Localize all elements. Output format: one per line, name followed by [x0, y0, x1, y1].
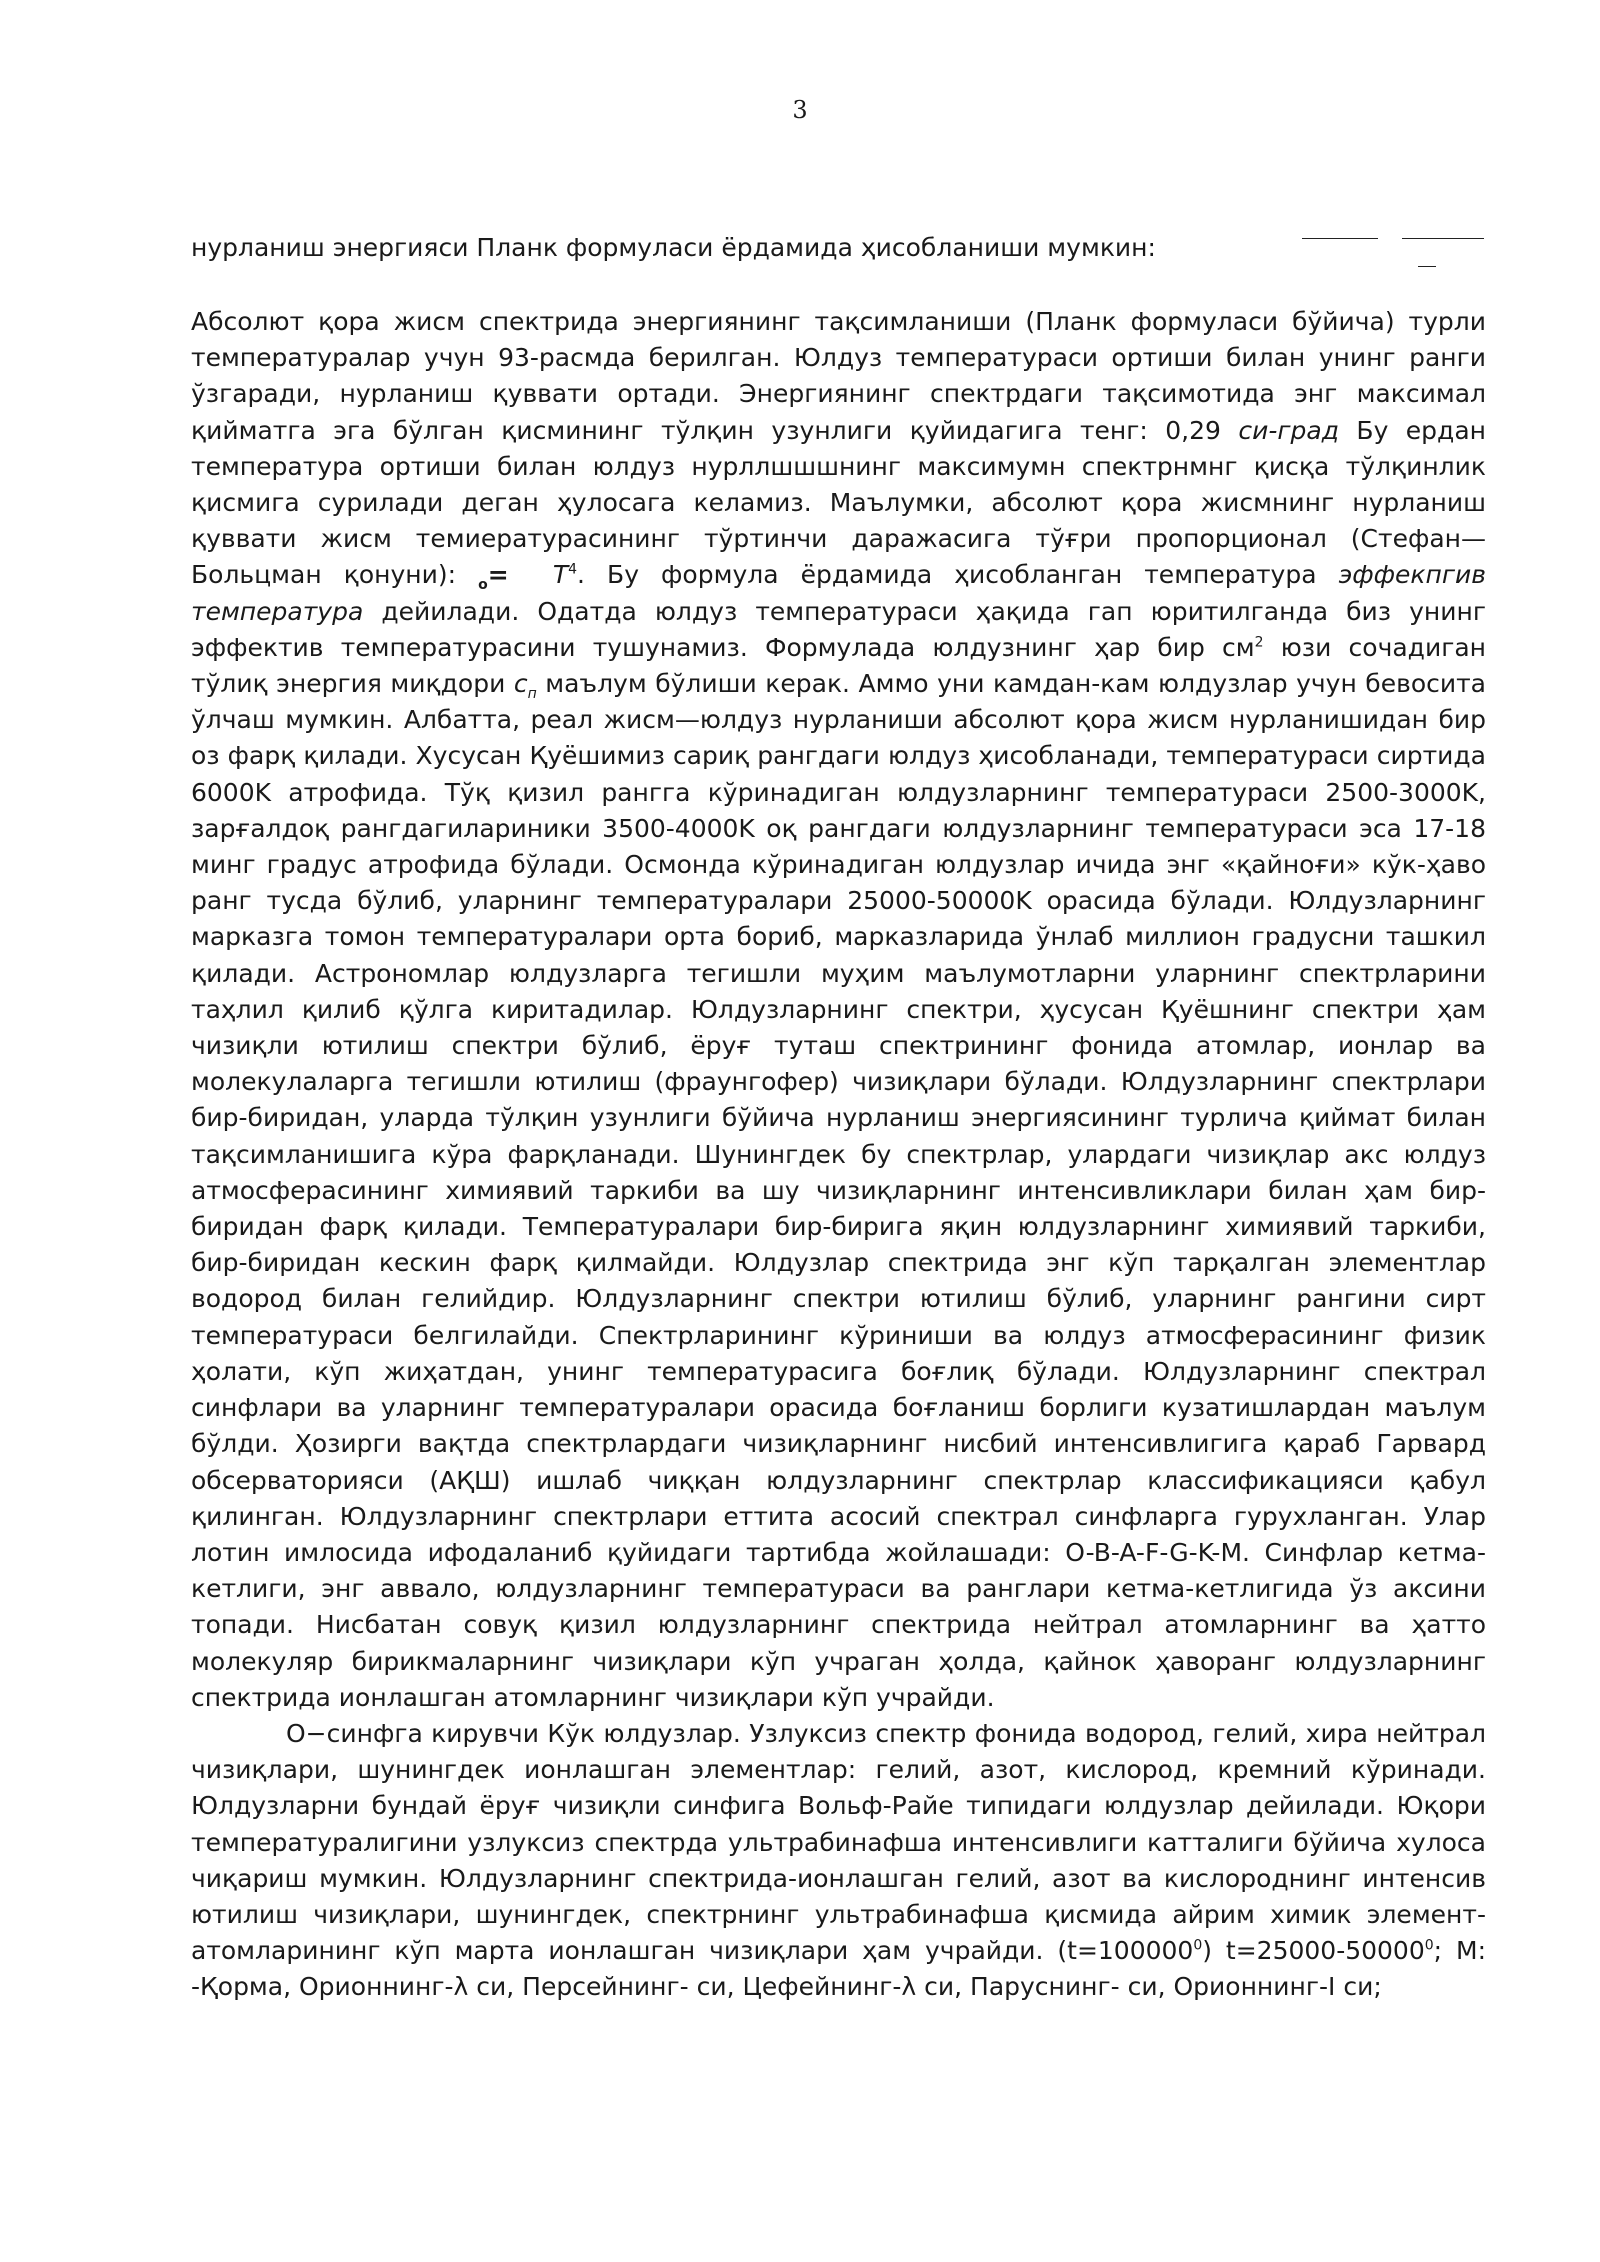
- degree-exponent: 0: [1193, 1937, 1203, 1954]
- intro-line: нурланиш энергияси Планк формуласи ёрдамида ҳисобланиши мумкин:: [191, 233, 1156, 262]
- text-run: маълум бўлиши керак. Аммо уни камдан-кам юлдузлар учун бевосита ўлчаш мумкин. Албатта, реал жисм—юлдуз нурланиши абсолют қора жисм нурланишидан бир оз фарқ қилади. Хусусан Қуёшимиз сариқ рангдаги юлдуз ҳисобланади, температураси сиртида 6000K атрофида. Тўқ қизил рангга кўринадиган юлдузларнинг температураси 2500-3000K, зарғалдоқ рангдагилариники 3500-4000K оқ рангдаги юлдузларнинг температураси эса 17-18 минг градус атрофида бўлади. Осмонда кўринадиган юлдузлар ичида энг «қайноғи» кўк-ҳаво ранг тусда бўлиб, уларнинг температуралари 25000-50000K орасида бўлади. Юлдузларнинг марказга томон температуралари орта бориб, марказларида ўнлаб миллион градусни ташкил қилади. Астрономлар юлдузларга тегишли муҳим маълумотларни уларнинг спектрларини таҳлил қилиб қўлга киритадилар. Юлдузларнинг спектри, ҳусусан Қуёшнинг спектри ҳам чизиқли ютилиш спектри бўлиб, ёруғ туташ спектрининг фонида атомлар, ионлар ва молекулаларга тегишли ютилиш (фраунгофер) чизиқлари бўлади. Юлдузларнинг спектрлари бир-биридан, уларда тўлқин узунлиги бўйича нурланиш энергиясининг турлича қиймат билан тақсимланишига кўра фарқланади. Шунингдек бу спектрлар, улардаги чизиқлар акс юлдуз атмосферасининг химиявий таркиби ва шу чизиқларнинг интенсивликлари билан ҳам бир-биридан фарқ қилади. Температуралари бир-бирига яқин юлдузларнинг химиявий таркиби, бир-биридан кескин фарқ қилмайди. Юлдузлар спектрида энг кўп тарқалган элементлар водород билан гелийдир. Юлдузларнинг спектри ютилиш бўлиб, уларнинг рангини сирт температураси белгилайди. Спектрларининг кўриниши ва юлдуз атмосферасининг физик ҳолати, кўп жиҳатдан, унинг температурасига боғлиқ бўлади. Юлдузларнинг спектрал синфлари ва уларнинг температуралари орасида боғланиш борлиги кузатишлардан маълум бўлди. Ҳозирги вақтда спектрлардаги чизиқларнинг нисбий интенсивлигига қараб Гарвард обсерваторияси (АҚШ) ишлаб чиққан юлдузларнинг спектрлар классификацияси қабул қилинган. Юлдузларнинг спектрлари еттита асосий спектрал синфларга гурухланган. Улар лотин имлосида ифодаланиб қуйидаги тартибда жойлашади: O-B-A-F-G-K-M. Синфлар кетма-кетлиги, энг аввало, юлдузларнинг температураси ва ранглари кетма-кетлигида ўз аксини топади. Нисбатан совуқ қизил юлдузларнинг спектрида нейтрал атомларнинг ва ҳатто молекуляр бирикмаларнинг чизиқлари кўп учраган ҳолда, қайнок ҳаворанг юлдузларнинг спектрида ионлашган атомларнинг чизиқлари кўп учрайди.: [191, 669, 1486, 1712]
- body-text: [191, 304, 1486, 2006]
- text-run: O−синфга кирувчи Кўк юлдузлар. Узлуксиз спектр фонида водород, гелий, хира нейтрал чизиқлари, шунингдек ионлашган элементлар: гелий, азот, кислород, кремний кўринади. Юлдузларни бундай ёруғ чизиқли синфига Вольф-Райе типидаги юлдузлар дейилади. Юқори температуралигини узлуксиз спектрда ультрабинафша интенсивлиги катталиги бўйича хулоса чиқариш мумкин. Юлдузларнинг спектрида-ионлашган гелий, азот ва кислороднинг интенсив ютилиш чизиқлари, шунингдек, спектрнинг ультрабинафша қисмида айрим химик элемент-атомларининг кўп марта ионлашган чизиқлари ҳам учрайди. (t=100000: [191, 1718, 1486, 1966]
- formula-T: T: [552, 560, 569, 590]
- formula-equals: =: [487, 560, 509, 590]
- text-run: ) t=25000-50000: [1202, 1936, 1425, 1966]
- stefan-boltzmann-formula: [478, 560, 578, 594]
- text-run: . Бу формула ёрдамида ҳисобланган температура: [577, 560, 1339, 590]
- unit-text: си-град: [1238, 415, 1339, 445]
- blank-line: [1418, 266, 1436, 267]
- blank-line: [1402, 238, 1484, 239]
- paragraph-2: [191, 1716, 1486, 2006]
- paragraph-1: [191, 304, 1486, 1716]
- text-run: юзи сочадиган тўлиқ энергия миқдори: [191, 632, 1486, 699]
- text-run: Абсолют қора жисм спектрида энергиянинг тақсимланиши (Планк формуласи бўйича) турли температуралар учун 93-расмда берилган. Юлдуз температураси ортиши билан унинг ранги ўзгаради, нурланиш қуввати ортади. Энергиянинг спектрдаги тақсимотида энг максимал қийматга эга бўлган қисмининг тўлқин узунлиги қуйидагига тенг: 0,29: [191, 307, 1486, 445]
- text-run: Бу ердан температура ортиши билан юлдуз нурллшшшнинг максимумн спектрнмнг қисқа тўлқинлик қисмига сурилади деган ҳулосага келамиз. Маълумки, абсолют қора жисмнинг нурланиш қуввати жисм темиературасининг тўртинчи даражасига тўғри пропорционал (Стефан—Больцман қонуни):: [191, 415, 1486, 590]
- term-effective-temperature: эффекпгив температура: [191, 560, 1486, 626]
- formula-exponent: 4: [568, 562, 578, 579]
- text-run: ; M: -Қорма, Орионнинг-λ си, Персейнинг- си, Цефейнинг-λ си, Паруснинг- си, Орионнинг-I си;: [191, 1936, 1486, 2002]
- text-run: дейилади. Одатда юлдуз температураси ҳақида гап юритилганда биз унинг эффектив температурасини тушунамиз. Формулада юлдузнинг ҳар бир см: [191, 596, 1486, 662]
- symbol-c: с: [513, 669, 528, 699]
- blank-line: [1302, 238, 1378, 239]
- degree-exponent: 0: [1424, 1937, 1434, 1954]
- fill-in-blank-lines: [1300, 236, 1490, 276]
- formula-subscript: о: [478, 577, 488, 594]
- symbol-c-subscript: п: [527, 686, 537, 703]
- cm-exponent: 2: [1254, 634, 1264, 651]
- page-number: 3: [792, 96, 808, 124]
